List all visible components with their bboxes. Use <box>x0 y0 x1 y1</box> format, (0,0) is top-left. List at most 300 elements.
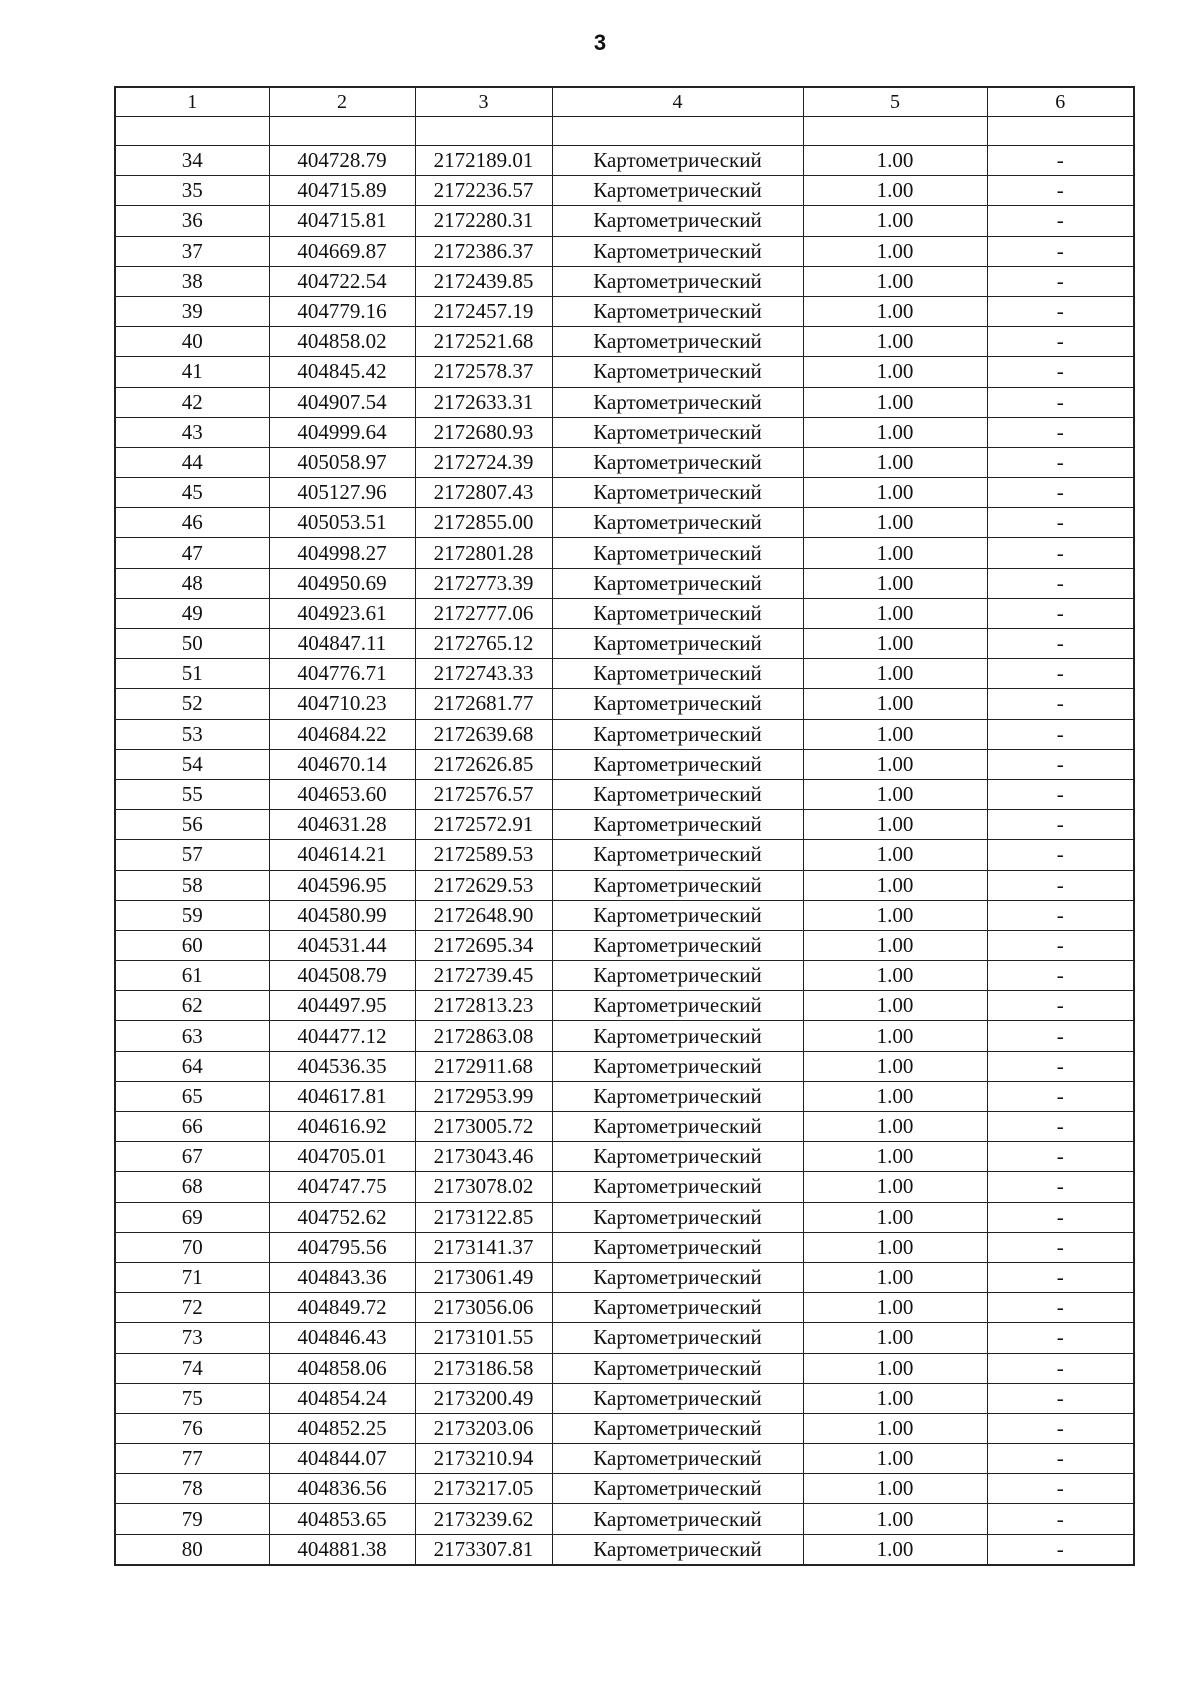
method-cell: Картометрический <box>552 1534 803 1565</box>
x-coordinate-cell: 404752.62 <box>269 1202 415 1232</box>
table-row <box>115 236 1134 266</box>
column-header-3: 3 <box>415 87 552 117</box>
y-coordinate-cell: 2173210.94 <box>415 1444 552 1474</box>
point-number-cell: 68 <box>115 1172 269 1202</box>
y-coordinate-cell: 2173307.81 <box>415 1534 552 1565</box>
accuracy-cell: 1.00 <box>803 236 987 266</box>
accuracy-cell: 1.00 <box>803 1172 987 1202</box>
point-number-cell: 58 <box>115 870 269 900</box>
y-coordinate-cell: 2173078.02 <box>415 1172 552 1202</box>
point-number-cell: 67 <box>115 1142 269 1172</box>
table-row <box>115 1142 1134 1172</box>
method-cell: Картометрический <box>552 176 803 206</box>
table-row <box>115 961 1134 991</box>
accuracy-cell: 1.00 <box>803 629 987 659</box>
accuracy-cell: 1.00 <box>803 1081 987 1111</box>
table-row <box>115 749 1134 779</box>
y-coordinate-cell: 2172626.85 <box>415 749 552 779</box>
y-coordinate-cell: 2172633.31 <box>415 387 552 417</box>
table-row <box>115 659 1134 689</box>
accuracy-cell: 1.00 <box>803 1112 987 1142</box>
note-cell: - <box>987 146 1134 176</box>
x-coordinate-cell: 404728.79 <box>269 146 415 176</box>
point-number-cell: 63 <box>115 1021 269 1051</box>
table-row <box>115 1081 1134 1111</box>
method-cell: Картометрический <box>552 810 803 840</box>
note-cell: - <box>987 236 1134 266</box>
accuracy-cell: 1.00 <box>803 719 987 749</box>
method-cell: Картометрический <box>552 266 803 296</box>
accuracy-cell: 1.00 <box>803 296 987 326</box>
note-cell: - <box>987 779 1134 809</box>
coordinates-table <box>114 86 1135 1566</box>
x-coordinate-cell: 404795.56 <box>269 1232 415 1262</box>
point-number-cell: 62 <box>115 991 269 1021</box>
method-cell: Картометрический <box>552 1112 803 1142</box>
table-row <box>115 417 1134 447</box>
accuracy-cell: 1.00 <box>803 598 987 628</box>
y-coordinate-cell: 2172739.45 <box>415 961 552 991</box>
method-cell: Картометрический <box>552 357 803 387</box>
point-number-cell: 40 <box>115 327 269 357</box>
method-cell: Картометрический <box>552 930 803 960</box>
x-coordinate-cell: 404858.06 <box>269 1353 415 1383</box>
point-number-cell: 76 <box>115 1413 269 1443</box>
y-coordinate-cell: 2173200.49 <box>415 1383 552 1413</box>
point-number-cell: 35 <box>115 176 269 206</box>
table-row <box>115 870 1134 900</box>
blank-cell <box>803 117 987 146</box>
method-cell: Картометрический <box>552 1232 803 1262</box>
x-coordinate-cell: 404858.02 <box>269 327 415 357</box>
x-coordinate-cell: 404580.99 <box>269 900 415 930</box>
note-cell: - <box>987 1383 1134 1413</box>
method-cell: Картометрический <box>552 1202 803 1232</box>
x-coordinate-cell: 404536.35 <box>269 1051 415 1081</box>
note-cell: - <box>987 478 1134 508</box>
accuracy-cell: 1.00 <box>803 1051 987 1081</box>
note-cell: - <box>987 447 1134 477</box>
method-cell: Картометрический <box>552 598 803 628</box>
accuracy-cell: 1.00 <box>803 779 987 809</box>
method-cell: Картометрический <box>552 508 803 538</box>
point-number-cell: 59 <box>115 900 269 930</box>
accuracy-cell: 1.00 <box>803 538 987 568</box>
method-cell: Картометрический <box>552 146 803 176</box>
accuracy-cell: 1.00 <box>803 266 987 296</box>
note-cell: - <box>987 810 1134 840</box>
x-coordinate-cell: 404923.61 <box>269 598 415 628</box>
point-number-cell: 54 <box>115 749 269 779</box>
y-coordinate-cell: 2172813.23 <box>415 991 552 1021</box>
method-cell: Картометрический <box>552 568 803 598</box>
table-row <box>115 1534 1134 1565</box>
y-coordinate-cell: 2173239.62 <box>415 1504 552 1534</box>
note-cell: - <box>987 870 1134 900</box>
table-row <box>115 1112 1134 1142</box>
point-number-cell: 49 <box>115 598 269 628</box>
accuracy-cell: 1.00 <box>803 1142 987 1172</box>
note-cell: - <box>987 417 1134 447</box>
point-number-cell: 65 <box>115 1081 269 1111</box>
point-number-cell: 46 <box>115 508 269 538</box>
table-row <box>115 568 1134 598</box>
table-row <box>115 1474 1134 1504</box>
x-coordinate-cell: 404614.21 <box>269 840 415 870</box>
table-row <box>115 327 1134 357</box>
note-cell: - <box>987 900 1134 930</box>
y-coordinate-cell: 2172724.39 <box>415 447 552 477</box>
x-coordinate-cell: 404715.81 <box>269 206 415 236</box>
y-coordinate-cell: 2172855.00 <box>415 508 552 538</box>
point-number-cell: 37 <box>115 236 269 266</box>
method-cell: Картометрический <box>552 296 803 326</box>
page-number: 3 <box>593 30 607 55</box>
y-coordinate-cell: 2172777.06 <box>415 598 552 628</box>
table-row <box>115 1262 1134 1292</box>
accuracy-cell: 1.00 <box>803 508 987 538</box>
y-coordinate-cell: 2173005.72 <box>415 1112 552 1142</box>
x-coordinate-cell: 404617.81 <box>269 1081 415 1111</box>
x-coordinate-cell: 404852.25 <box>269 1413 415 1443</box>
method-cell: Картометрический <box>552 236 803 266</box>
x-coordinate-cell: 404907.54 <box>269 387 415 417</box>
note-cell: - <box>987 508 1134 538</box>
x-coordinate-cell: 404844.07 <box>269 1444 415 1474</box>
method-cell: Картометрический <box>552 1081 803 1111</box>
column-header-4: 4 <box>552 87 803 117</box>
y-coordinate-cell: 2172648.90 <box>415 900 552 930</box>
point-number-cell: 74 <box>115 1353 269 1383</box>
blank-cell <box>987 117 1134 146</box>
point-number-cell: 51 <box>115 659 269 689</box>
point-number-cell: 61 <box>115 961 269 991</box>
x-coordinate-cell: 404508.79 <box>269 961 415 991</box>
point-number-cell: 53 <box>115 719 269 749</box>
method-cell: Картометрический <box>552 1172 803 1202</box>
x-coordinate-cell: 404631.28 <box>269 810 415 840</box>
table-row <box>115 206 1134 236</box>
x-coordinate-cell: 404616.92 <box>269 1112 415 1142</box>
note-cell: - <box>987 1112 1134 1142</box>
table-row <box>115 930 1134 960</box>
table-row <box>115 1413 1134 1443</box>
accuracy-cell: 1.00 <box>803 417 987 447</box>
method-cell: Картометрический <box>552 991 803 1021</box>
accuracy-cell: 1.00 <box>803 1293 987 1323</box>
accuracy-cell: 1.00 <box>803 387 987 417</box>
note-cell: - <box>987 266 1134 296</box>
blank-cell <box>552 117 803 146</box>
x-coordinate-cell: 404477.12 <box>269 1021 415 1051</box>
y-coordinate-cell: 2172629.53 <box>415 870 552 900</box>
table-row <box>115 810 1134 840</box>
note-cell: - <box>987 1142 1134 1172</box>
accuracy-cell: 1.00 <box>803 1262 987 1292</box>
method-cell: Картометрический <box>552 1353 803 1383</box>
y-coordinate-cell: 2172765.12 <box>415 629 552 659</box>
x-coordinate-cell: 404846.43 <box>269 1323 415 1353</box>
y-coordinate-cell: 2172280.31 <box>415 206 552 236</box>
point-number-cell: 43 <box>115 417 269 447</box>
method-cell: Картометрический <box>552 659 803 689</box>
note-cell: - <box>987 1413 1134 1443</box>
y-coordinate-cell: 2173217.05 <box>415 1474 552 1504</box>
method-cell: Картометрический <box>552 327 803 357</box>
accuracy-cell: 1.00 <box>803 991 987 1021</box>
note-cell: - <box>987 1323 1134 1353</box>
point-number-cell: 39 <box>115 296 269 326</box>
method-cell: Картометрический <box>552 961 803 991</box>
point-number-cell: 44 <box>115 447 269 477</box>
note-cell: - <box>987 689 1134 719</box>
point-number-cell: 80 <box>115 1534 269 1565</box>
note-cell: - <box>987 1232 1134 1262</box>
y-coordinate-cell: 2173101.55 <box>415 1323 552 1353</box>
point-number-cell: 50 <box>115 629 269 659</box>
blank-cell <box>415 117 552 146</box>
note-cell: - <box>987 719 1134 749</box>
point-number-cell: 75 <box>115 1383 269 1413</box>
method-cell: Картометрический <box>552 1021 803 1051</box>
accuracy-cell: 1.00 <box>803 961 987 991</box>
point-number-cell: 66 <box>115 1112 269 1142</box>
y-coordinate-cell: 2172439.85 <box>415 266 552 296</box>
point-number-cell: 72 <box>115 1293 269 1323</box>
column-header-5: 5 <box>803 87 987 117</box>
method-cell: Картометрический <box>552 719 803 749</box>
x-coordinate-cell: 404854.24 <box>269 1383 415 1413</box>
table-row <box>115 146 1134 176</box>
x-coordinate-cell: 404847.11 <box>269 629 415 659</box>
accuracy-cell: 1.00 <box>803 1323 987 1353</box>
point-number-cell: 41 <box>115 357 269 387</box>
accuracy-cell: 1.00 <box>803 1021 987 1051</box>
x-coordinate-cell: 404950.69 <box>269 568 415 598</box>
x-coordinate-cell: 404710.23 <box>269 689 415 719</box>
x-coordinate-cell: 404670.14 <box>269 749 415 779</box>
table-row <box>115 1202 1134 1232</box>
accuracy-cell: 1.00 <box>803 870 987 900</box>
method-cell: Картометрический <box>552 1444 803 1474</box>
x-coordinate-cell: 404836.56 <box>269 1474 415 1504</box>
point-number-cell: 78 <box>115 1474 269 1504</box>
table-row <box>115 900 1134 930</box>
method-cell: Картометрический <box>552 689 803 719</box>
y-coordinate-cell: 2172386.37 <box>415 236 552 266</box>
accuracy-cell: 1.00 <box>803 1413 987 1443</box>
accuracy-cell: 1.00 <box>803 1474 987 1504</box>
table-row <box>115 478 1134 508</box>
method-cell: Картометрический <box>552 1323 803 1353</box>
method-cell: Картометрический <box>552 1051 803 1081</box>
note-cell: - <box>987 1474 1134 1504</box>
point-number-cell: 38 <box>115 266 269 296</box>
accuracy-cell: 1.00 <box>803 1504 987 1534</box>
note-cell: - <box>987 1172 1134 1202</box>
table-row <box>115 629 1134 659</box>
method-cell: Картометрический <box>552 1293 803 1323</box>
method-cell: Картометрический <box>552 1142 803 1172</box>
note-cell: - <box>987 1081 1134 1111</box>
point-number-cell: 34 <box>115 146 269 176</box>
x-coordinate-cell: 404705.01 <box>269 1142 415 1172</box>
point-number-cell: 69 <box>115 1202 269 1232</box>
table-row <box>115 1051 1134 1081</box>
note-cell: - <box>987 176 1134 206</box>
x-coordinate-cell: 405127.96 <box>269 478 415 508</box>
point-number-cell: 60 <box>115 930 269 960</box>
y-coordinate-cell: 2173186.58 <box>415 1353 552 1383</box>
point-number-cell: 55 <box>115 779 269 809</box>
y-coordinate-cell: 2172457.19 <box>415 296 552 326</box>
method-cell: Картометрический <box>552 206 803 236</box>
table-row <box>115 1323 1134 1353</box>
table-row <box>115 387 1134 417</box>
y-coordinate-cell: 2172639.68 <box>415 719 552 749</box>
x-coordinate-cell: 405058.97 <box>269 447 415 477</box>
x-coordinate-cell: 404849.72 <box>269 1293 415 1323</box>
x-coordinate-cell: 404998.27 <box>269 538 415 568</box>
y-coordinate-cell: 2172681.77 <box>415 689 552 719</box>
point-number-cell: 47 <box>115 538 269 568</box>
y-coordinate-cell: 2172773.39 <box>415 568 552 598</box>
table-row <box>115 1444 1134 1474</box>
note-cell: - <box>987 538 1134 568</box>
table-row <box>115 296 1134 326</box>
note-cell: - <box>987 840 1134 870</box>
y-coordinate-cell: 2172236.57 <box>415 176 552 206</box>
note-cell: - <box>987 1202 1134 1232</box>
method-cell: Картометрический <box>552 749 803 779</box>
accuracy-cell: 1.00 <box>803 1202 987 1232</box>
method-cell: Картометрический <box>552 1474 803 1504</box>
accuracy-cell: 1.00 <box>803 357 987 387</box>
point-number-cell: 36 <box>115 206 269 236</box>
y-coordinate-cell: 2173141.37 <box>415 1232 552 1262</box>
x-coordinate-cell: 404497.95 <box>269 991 415 1021</box>
note-cell: - <box>987 991 1134 1021</box>
point-number-cell: 73 <box>115 1323 269 1353</box>
accuracy-cell: 1.00 <box>803 206 987 236</box>
table-row <box>115 991 1134 1021</box>
method-cell: Картометрический <box>552 1383 803 1413</box>
point-number-cell: 56 <box>115 810 269 840</box>
method-cell: Картометрический <box>552 478 803 508</box>
table-row <box>115 1021 1134 1051</box>
y-coordinate-cell: 2172576.57 <box>415 779 552 809</box>
x-coordinate-cell: 405053.51 <box>269 508 415 538</box>
x-coordinate-cell: 404853.65 <box>269 1504 415 1534</box>
y-coordinate-cell: 2172743.33 <box>415 659 552 689</box>
y-coordinate-cell: 2172589.53 <box>415 840 552 870</box>
accuracy-cell: 1.00 <box>803 478 987 508</box>
accuracy-cell: 1.00 <box>803 1232 987 1262</box>
x-coordinate-cell: 404653.60 <box>269 779 415 809</box>
note-cell: - <box>987 659 1134 689</box>
y-coordinate-cell: 2172807.43 <box>415 478 552 508</box>
point-number-cell: 48 <box>115 568 269 598</box>
method-cell: Картометрический <box>552 629 803 659</box>
note-cell: - <box>987 1444 1134 1474</box>
accuracy-cell: 1.00 <box>803 447 987 477</box>
column-header-2: 2 <box>269 87 415 117</box>
table-row <box>115 779 1134 809</box>
note-cell: - <box>987 1293 1134 1323</box>
x-coordinate-cell: 404999.64 <box>269 417 415 447</box>
x-coordinate-cell: 404843.36 <box>269 1262 415 1292</box>
note-cell: - <box>987 1021 1134 1051</box>
x-coordinate-cell: 404531.44 <box>269 930 415 960</box>
table-row <box>115 689 1134 719</box>
accuracy-cell: 1.00 <box>803 1353 987 1383</box>
method-cell: Картометрический <box>552 1504 803 1534</box>
column-header-6: 6 <box>987 87 1134 117</box>
accuracy-cell: 1.00 <box>803 568 987 598</box>
x-coordinate-cell: 404779.16 <box>269 296 415 326</box>
accuracy-cell: 1.00 <box>803 176 987 206</box>
y-coordinate-cell: 2173203.06 <box>415 1413 552 1443</box>
y-coordinate-cell: 2173061.49 <box>415 1262 552 1292</box>
column-header-1: 1 <box>115 87 269 117</box>
table-row <box>115 447 1134 477</box>
point-number-cell: 45 <box>115 478 269 508</box>
note-cell: - <box>987 1051 1134 1081</box>
method-cell: Картометрический <box>552 387 803 417</box>
method-cell: Картометрический <box>552 900 803 930</box>
y-coordinate-cell: 2172680.93 <box>415 417 552 447</box>
point-number-cell: 71 <box>115 1262 269 1292</box>
note-cell: - <box>987 1504 1134 1534</box>
note-cell: - <box>987 1262 1134 1292</box>
note-cell: - <box>987 357 1134 387</box>
x-coordinate-cell: 404669.87 <box>269 236 415 266</box>
blank-cell <box>115 117 269 146</box>
x-coordinate-cell: 404684.22 <box>269 719 415 749</box>
accuracy-cell: 1.00 <box>803 810 987 840</box>
note-cell: - <box>987 206 1134 236</box>
table-row <box>115 266 1134 296</box>
method-cell: Картометрический <box>552 870 803 900</box>
accuracy-cell: 1.00 <box>803 1444 987 1474</box>
x-coordinate-cell: 404747.75 <box>269 1172 415 1202</box>
method-cell: Картометрический <box>552 1413 803 1443</box>
method-cell: Картометрический <box>552 1262 803 1292</box>
table-row <box>115 508 1134 538</box>
x-coordinate-cell: 404776.71 <box>269 659 415 689</box>
table-row <box>115 840 1134 870</box>
table-row <box>115 598 1134 628</box>
point-number-cell: 70 <box>115 1232 269 1262</box>
note-cell: - <box>987 749 1134 779</box>
accuracy-cell: 1.00 <box>803 146 987 176</box>
accuracy-cell: 1.00 <box>803 900 987 930</box>
x-coordinate-cell: 404596.95 <box>269 870 415 900</box>
method-cell: Картометрический <box>552 538 803 568</box>
y-coordinate-cell: 2172521.68 <box>415 327 552 357</box>
point-number-cell: 77 <box>115 1444 269 1474</box>
blank-cell <box>269 117 415 146</box>
point-number-cell: 52 <box>115 689 269 719</box>
method-cell: Картометрический <box>552 447 803 477</box>
table-row <box>115 538 1134 568</box>
note-cell: - <box>987 629 1134 659</box>
y-coordinate-cell: 2172189.01 <box>415 146 552 176</box>
point-number-cell: 79 <box>115 1504 269 1534</box>
note-cell: - <box>987 930 1134 960</box>
column-number-row <box>115 87 1134 117</box>
accuracy-cell: 1.00 <box>803 749 987 779</box>
